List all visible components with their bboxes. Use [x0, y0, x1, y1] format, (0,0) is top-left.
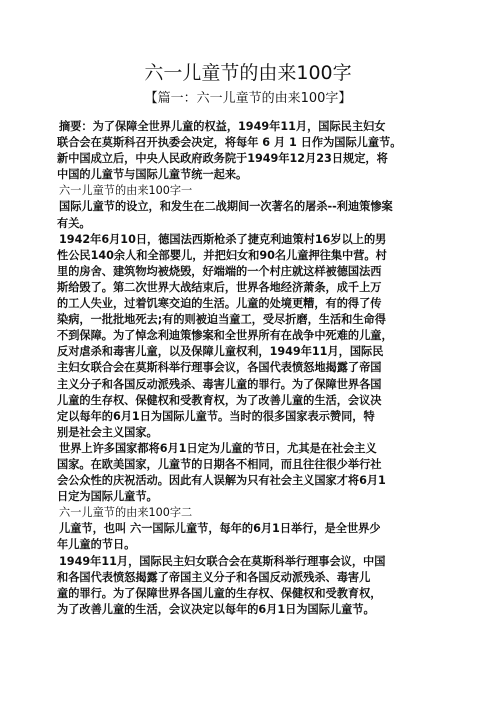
paragraph-line: 日定为国际儿童节。	[57, 490, 158, 504]
paragraph-line: 和各国代表愤怒揭露了帝国主义分子和各国反动派残杀、毒害儿	[57, 570, 371, 584]
paragraph-line: 摘要：为了保障全世界儿童的权益，1949年11月，国际民主妇女	[59, 120, 386, 133]
paragraph-line: 国际儿童节的设立，和发生在二战期间一次著名的屠杀--利迪策惨案	[59, 200, 393, 214]
paragraph-line: 中国的儿童节与国际儿童节统一起来。	[57, 168, 248, 182]
paragraph-line: 定以每年的6月1日为国际儿童节。当时的很多国家表示赞同，特	[57, 409, 375, 423]
paragraph-line: 反对虐杀和毒害儿童，以及保障儿童权利，1949年11月，国际民	[57, 345, 384, 359]
paragraph-line: 新中国成立后，中央人民政府政务院于1949年12月23日规定，将	[57, 152, 388, 166]
paragraph-line: 会公众性的庆祝活动。因此有人误解为只有社会主义国家才将6月1	[57, 474, 386, 488]
paragraph-line: 国家。在欧美国家，儿童节的日期各不相同，而且往往很少举行社	[57, 457, 382, 471]
section-heading-line: 六一儿童节的由来100字二	[59, 506, 193, 520]
paragraph-line: 1949年11月，国际民主妇女联合会在莫斯科举行理事会议，中国	[59, 554, 386, 568]
paragraph-line: 1942年6月10日，德国法西斯枪杀了捷克利迪策村16岁以上的男	[59, 232, 387, 246]
paragraph-line: 斯给毁了。第二次世界大战结束后，世界各地经济萧条，成千上万	[57, 280, 382, 294]
paragraph-line: 别是社会主义国家。	[57, 425, 158, 439]
paragraph-line: 性公民140余人和全部婴儿，并把妇女和90名儿童押往集中营。村	[57, 248, 387, 262]
paragraph-line: 不到保障。为了悼念利迪策惨案和全世界所有在战争中死难的儿童，	[57, 329, 393, 343]
paragraph-line: 儿童的生存权、保健权和受教育权，为了改善儿童的生活，会议决	[57, 393, 382, 407]
paragraph-line: 有关。	[57, 216, 91, 230]
paragraph-line: 的工人失业，过着饥寒交迫的生活。儿童的处境更糟，有的得了传	[57, 297, 382, 311]
paragraph-line: 童的罪行。为了保障世界各国儿童的生存权、保健权和受教育权，	[57, 586, 382, 600]
paragraph-line: 儿童节，也叫 六一国际儿童节，每年的6月1日举行，是全世界少	[59, 522, 381, 536]
section-heading-line: 六一儿童节的由来100字一	[59, 184, 193, 198]
paragraph-line: 年儿童的节日。	[57, 538, 136, 552]
document-title: 六一儿童节的由来100字	[144, 62, 352, 84]
paragraph-line: 里的房舍、建筑物均被烧毁，好端端的一个村庄就这样被德国法西	[57, 264, 382, 278]
paragraph-line: 联合会在莫斯科召开执委会决定，将每年 6 月 1 日作为国际儿童节。	[57, 136, 402, 150]
paragraph-line: 主妇女联合会在莫斯科举行理事会议，各国代表愤怒地揭露了帝国	[57, 361, 382, 375]
paragraph-line: 世界上许多国家都将6月1日定为儿童的节日，尤其是在社会主义	[59, 441, 377, 455]
paragraph-line: 染病，一批批地死去;有的则被迫当童工，受尽折磨，生活和生命得	[57, 313, 386, 327]
section-subtitle: 【篇一：六一儿童节的由来100字】	[144, 91, 352, 106]
paragraph-line: 为了改善儿童的生活，会议决定以每年的6月1日为国际儿童节。	[57, 602, 375, 616]
paragraph-line: 主义分子和各国反动派残杀、毒害儿童的罪行。为了保障世界各国	[57, 377, 382, 391]
document-body	[57, 119, 449, 618]
